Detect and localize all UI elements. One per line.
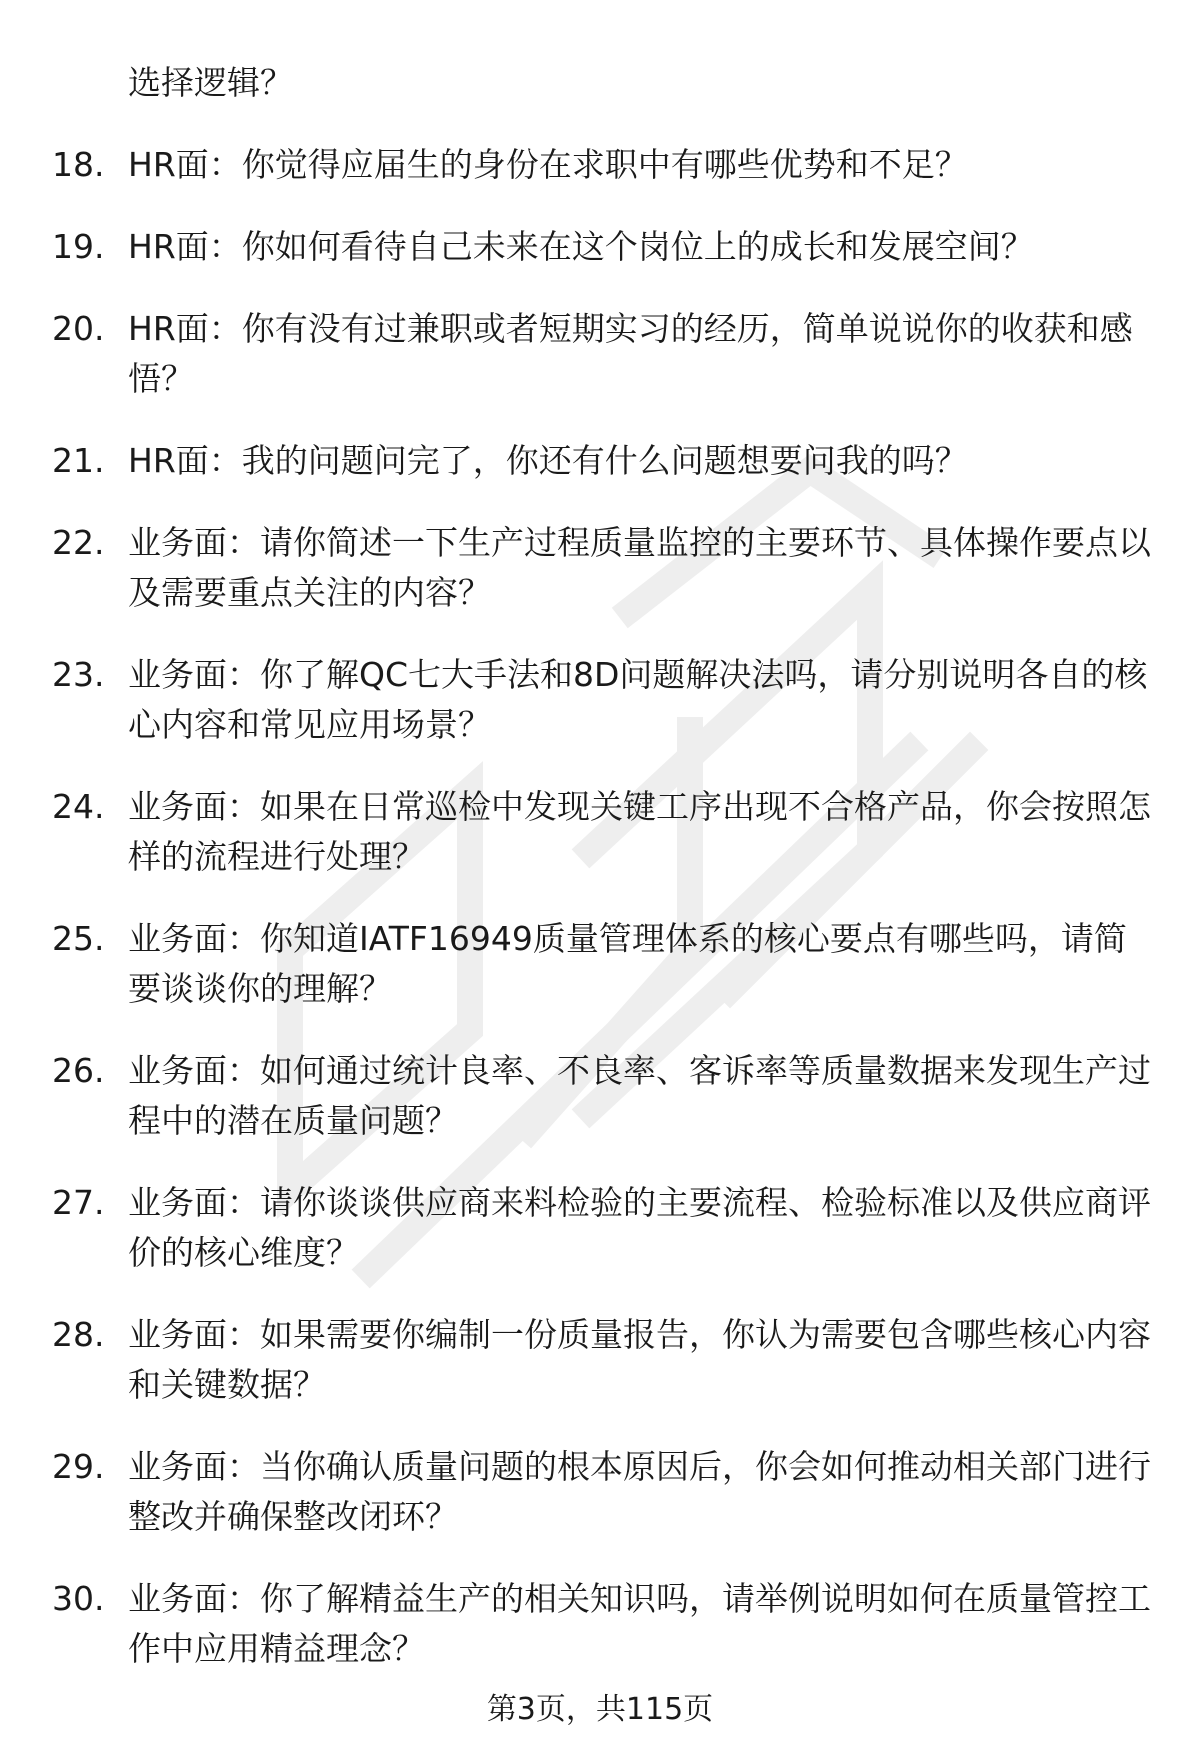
question-number: 27.: [52, 1183, 105, 1222]
question-number: 25.: [52, 919, 105, 958]
question-text: 业务面：你了解QC七大手法和8D问题解决法吗，请分别说明各自的核心内容和常见应用场景？: [128, 655, 1148, 744]
question-number: 26.: [52, 1051, 105, 1090]
continued-question-text: 选择逻辑？: [128, 63, 293, 102]
question-number: 21.: [52, 441, 105, 480]
question-text: HR面：你觉得应届生的身份在求职中有哪些优势和不足？: [128, 145, 968, 184]
question-text: HR面：你如何看待自己未来在这个岗位上的成长和发展空间？: [128, 227, 1034, 266]
question-item: [0, 518, 1200, 618]
question-item: [0, 222, 1200, 272]
question-item: [0, 304, 1200, 404]
question-list: [0, 140, 1200, 1706]
question-number: 23.: [52, 655, 105, 694]
question-number: 19.: [52, 227, 105, 266]
question-number: 29.: [52, 1447, 105, 1486]
question-number: 30.: [52, 1579, 105, 1618]
question-text: HR面：你有没有过兼职或者短期实习的经历，简单说说你的收获和感悟？: [128, 309, 1133, 398]
question-number: 24.: [52, 787, 105, 826]
question-text: 业务面：请你简述一下生产过程质量监控的主要环节、具体操作要点以及需要重点关注的内容？: [128, 523, 1151, 612]
question-item: [0, 1574, 1200, 1674]
question-text: 业务面：请你谈谈供应商来料检验的主要流程、检验标准以及供应商评价的核心维度？: [128, 1183, 1151, 1272]
question-item: [0, 1442, 1200, 1542]
question-item: [0, 1046, 1200, 1146]
question-text: 业务面：如何通过统计良率、不良率、客诉率等质量数据来发现生产过程中的潜在质量问题？: [128, 1051, 1151, 1140]
question-number: 28.: [52, 1315, 105, 1354]
question-number: 18.: [52, 145, 105, 184]
question-text: 业务面：你知道IATF16949质量管理体系的核心要点有哪些吗，请简要谈谈你的理解？: [128, 919, 1127, 1008]
question-item: [0, 1310, 1200, 1410]
question-item: [0, 140, 1200, 190]
question-item: [0, 782, 1200, 882]
question-text: 业务面：当你确认质量问题的根本原因后，你会如何推动相关部门进行整改并确保整改闭环？: [128, 1447, 1151, 1536]
question-item: [0, 1178, 1200, 1278]
question-text: 业务面：如果在日常巡检中发现关键工序出现不合格产品，你会按照怎样的流程进行处理？: [128, 787, 1151, 876]
question-item: [0, 436, 1200, 486]
question-text: 业务面：如果需要你编制一份质量报告，你认为需要包含哪些核心内容和关键数据？: [128, 1315, 1151, 1404]
question-number: 22.: [52, 523, 105, 562]
question-item: [0, 914, 1200, 1014]
question-text: 业务面：你了解精益生产的相关知识吗，请举例说明如何在质量管控工作中应用精益理念？: [128, 1579, 1151, 1668]
question-number: 20.: [52, 309, 105, 348]
question-text: HR面：我的问题问完了，你还有什么问题想要问我的吗？: [128, 441, 968, 480]
page-footer: 第3页，共115页: [486, 1692, 714, 1727]
question-item: [0, 650, 1200, 750]
